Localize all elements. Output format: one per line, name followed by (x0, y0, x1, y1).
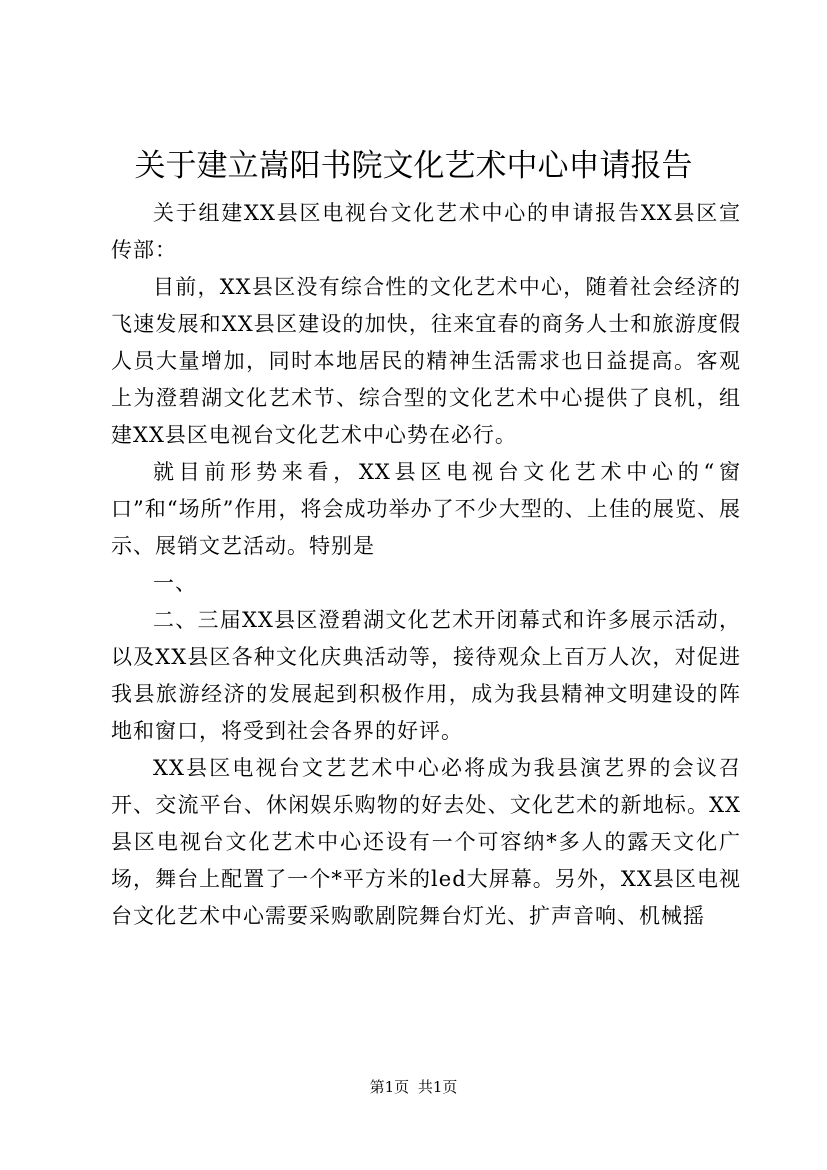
paragraph: 一、 (153, 571, 197, 595)
page-footer (0, 1077, 827, 1097)
paragraph: 目前，XX县区没有综合性的文化艺术中心，随着社会经济的飞速发展和XX县区建设的加快，往来宜春的商务人士和旅游度假人员大量增加，同时本地居民的精神生活需求也日益提高。客观上为澄碧湖文化艺术节、综合型的文化艺术中心提供了良机，组建XX县区电视台文化艺术中心势在必行。 (111, 275, 741, 447)
paragraph: 关于组建XX县区电视台文化艺术中心的申请报告XX县区宣传部： (111, 201, 741, 262)
paragraph: 就目前形势来看，XX县区电视台文化艺术中心的“窗口”和“场所”作用，将会成功举办了不少大型的、上佳的展览、展示、展销文艺活动。特别是 (111, 460, 741, 558)
page-number-total: 共1页 (417, 1078, 458, 1096)
document-title: 关于建立嵩阳书院文化艺术中心申请报告 (134, 148, 693, 184)
paragraph: XX县区电视台文艺艺术中心必将成为我县演艺界的会议召开、交流平台、休闲娱乐购物的好去处、文化艺术的新地标。XX县区电视台文化艺术中心还设有一个可容纳*多人的露天文化广场，舞台上配置了一个*平方米的led大屏幕。另外，XX县区电视台文化艺术中心需要采购歌剧院舞台灯光、扩声音响、机械摇 (111, 756, 741, 928)
page-number-current: 第1页 (369, 1078, 410, 1096)
document-body (111, 195, 741, 935)
paragraph: 二、三届XX县区澄碧湖文化艺术开闭幕式和许多展示活动，以及XX县区各种文化庆典活动等，接待观众上百万人次，对促进我县旅游经济的发展起到积极作用，成为我县精神文明建设的阵地和窗口，将受到社会各界的好评。 (111, 608, 741, 743)
